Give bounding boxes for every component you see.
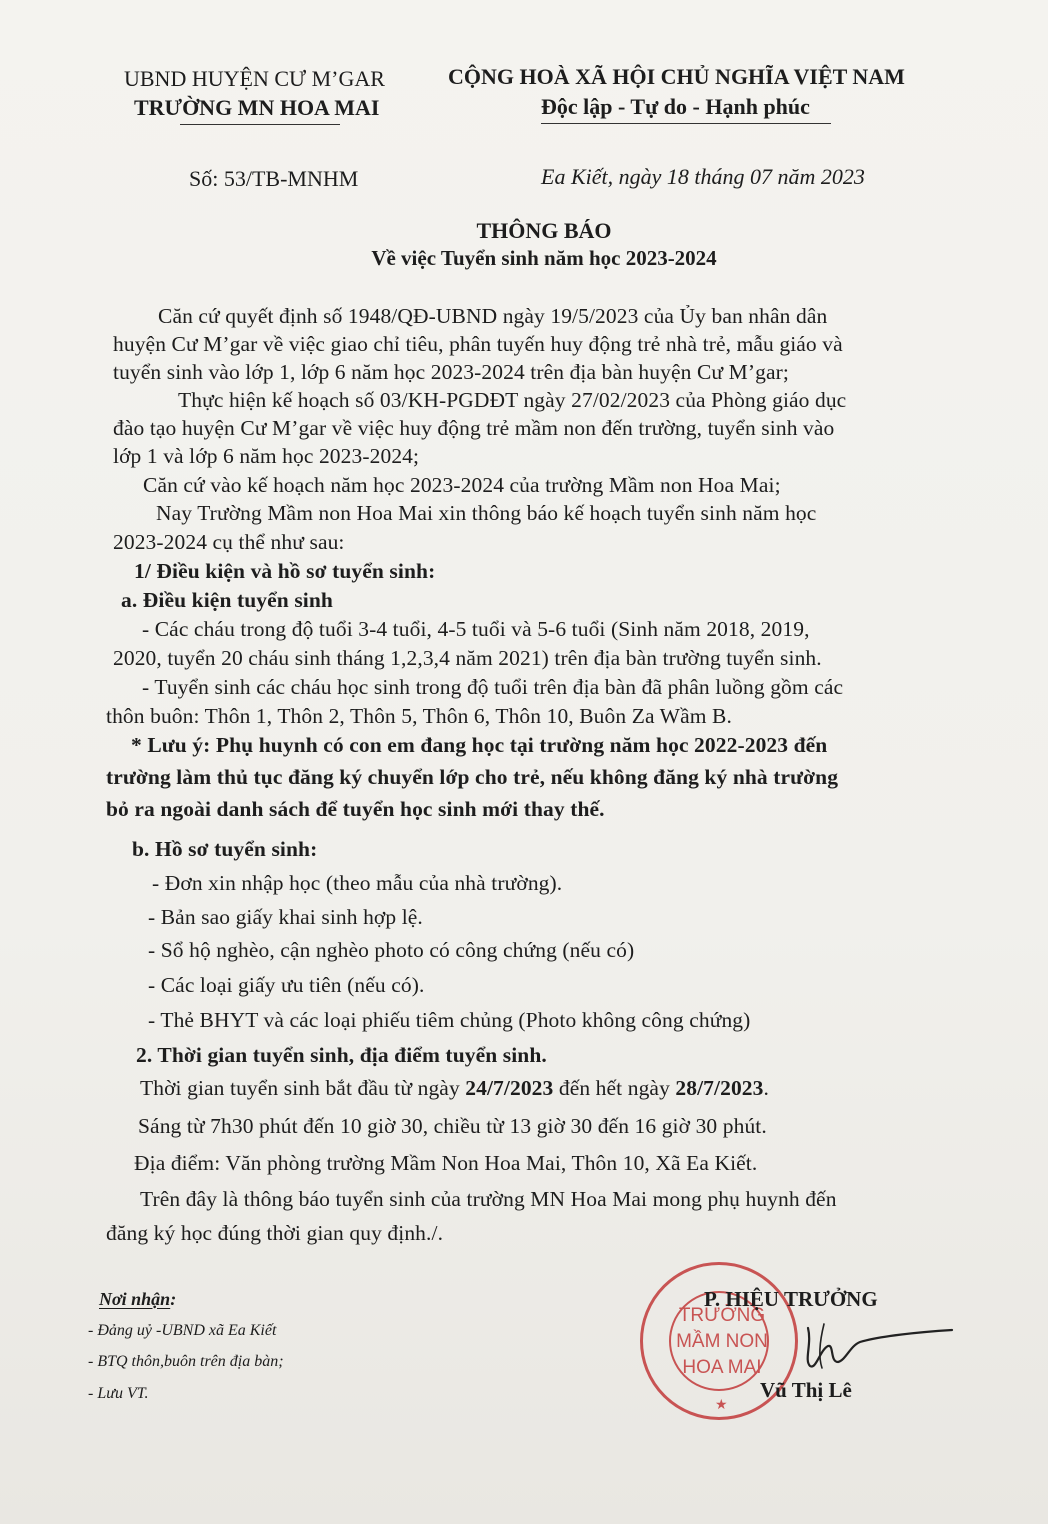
signer-role: P. HIỆU TRƯỞNG bbox=[704, 1287, 878, 1311]
national-motto: Độc lập - Tự do - Hạnh phúc bbox=[541, 94, 810, 119]
stamp-star-icon: ★ bbox=[715, 1398, 728, 1413]
body-line: tuyển sinh vào lớp 1, lớp 6 năm học 2023-2024 trên địa bàn huyện Cư M’gar; bbox=[113, 360, 789, 384]
document-title: THÔNG BÁO bbox=[476, 218, 612, 243]
national-motto-underline bbox=[541, 123, 831, 124]
body-line: lớp 1 và lớp 6 năm học 2023-2024; bbox=[113, 444, 420, 468]
body-line: đăng ký học đúng thời gian quy định./. bbox=[106, 1221, 444, 1245]
stamp-text-line: HOA MAI bbox=[682, 1357, 762, 1378]
school-name-underline bbox=[180, 124, 340, 125]
body-line: - Các cháu trong độ tuổi 3-4 tuổi, 4-5 tuổi và 5-6 tuổi (Sinh năm 2018, 2019, bbox=[142, 617, 810, 641]
authority-name: UBND HUYỆN CƯ M’GAR bbox=[124, 66, 385, 91]
time-end: 28/7/2023 bbox=[675, 1076, 764, 1100]
list-item: - Thẻ BHYT và các loại phiếu tiêm chủng (Photo không công chứng) bbox=[148, 1008, 751, 1032]
document-subtitle: Về việc Tuyển sinh năm học 2023-2024 bbox=[371, 246, 717, 270]
list-item: - Các loại giấy ưu tiên (nếu có). bbox=[148, 973, 425, 997]
body-line: Sáng từ 7h30 phút đến 10 giờ 30, chiều từ 13 giờ 30 đến 16 giờ 30 phút. bbox=[138, 1114, 767, 1138]
recipient-item: - Lưu VT. bbox=[88, 1385, 149, 1402]
body-line: 2020, tuyển 20 cháu sinh tháng 1,2,3,4 năm 2021) trên địa bàn trường tuyển sinh. bbox=[113, 646, 822, 670]
time-line-post: . bbox=[763, 1076, 769, 1100]
body-line: Địa điểm: Văn phòng trường Mầm Non Hoa Mai, Thôn 10, Xã Ea Kiết. bbox=[134, 1151, 758, 1175]
stamp-text-line: TRƯỜNG bbox=[678, 1305, 766, 1326]
body-line: 2023-2024 cụ thể như sau: bbox=[113, 530, 345, 554]
note-line: trường làm thủ tục đăng ký chuyển lớp cho trẻ, nếu không đăng ký nhà trường bbox=[106, 765, 839, 789]
recipients-heading-colon: : bbox=[170, 1289, 177, 1309]
note-line: bỏ ra ngoài danh sách để tuyển học sinh mới thay thế. bbox=[106, 797, 605, 821]
time-line-pre: Thời gian tuyển sinh bắt đầu từ ngày bbox=[140, 1076, 466, 1100]
recipient-item: - BTQ thôn,buôn trên địa bàn; bbox=[88, 1353, 284, 1370]
list-item: - Đơn xin nhập học (theo mẫu của nhà trường). bbox=[152, 871, 563, 895]
body-line: Căn cứ quyết định số 1948/QĐ-UBND ngày 19/5/2023 của Ủy ban nhân dân bbox=[158, 304, 828, 328]
handwritten-signature bbox=[780, 1310, 960, 1380]
time-line-mid: đến hết ngày bbox=[553, 1076, 676, 1100]
body-line: Căn cứ vào kế hoạch năm học 2023-2024 của trường Mầm non Hoa Mai; bbox=[143, 473, 781, 497]
stamp-text-line: MẦM NON bbox=[676, 1331, 768, 1352]
national-title: CỘNG HOÀ XÃ HỘI CHỦ NGHĨA VIỆT NAM bbox=[448, 64, 905, 89]
body-line: thôn buôn: Thôn 1, Thôn 2, Thôn 5, Thôn 6, Thôn 10, Buôn Za Wầm B. bbox=[106, 704, 732, 728]
body-line: đào tạo huyện Cư M’gar về việc huy động trẻ mầm non đến trường, tuyển sinh vào bbox=[113, 416, 835, 440]
list-item: - Sổ hộ nghèo, cận nghèo photo có công chứng (nếu có) bbox=[148, 938, 635, 962]
section-heading: 1/ Điều kiện và hồ sơ tuyển sinh: bbox=[134, 559, 436, 583]
time-start: 24/7/2023 bbox=[465, 1076, 554, 1100]
section-heading: 2. Thời gian tuyển sinh, địa điểm tuyển sinh. bbox=[136, 1043, 547, 1067]
recipients-heading-label: Nơi nhận bbox=[99, 1289, 171, 1309]
body-line: Thực hiện kế hoạch số 03/KH-PGDĐT ngày 27/02/2023 của Phòng giáo dục bbox=[178, 388, 847, 412]
note-line: * Lưu ý: Phụ huynh có con em đang học tại trường năm học 2022-2023 đến bbox=[131, 733, 828, 757]
signer-name: Vũ Thị Lê bbox=[760, 1378, 852, 1402]
body-line: - Tuyển sinh các cháu học sinh trong độ tuổi trên địa bàn đã phân luồng gồm các bbox=[142, 675, 844, 699]
body-line: huyện Cư M’gar về việc giao chỉ tiêu, phân tuyến huy động trẻ nhà trẻ, mẫu giáo và bbox=[113, 332, 843, 356]
recipient-item: - Đảng uỷ -UBND xã Ea Kiết bbox=[88, 1322, 277, 1339]
body-line: Nay Trường Mầm non Hoa Mai xin thông báo kế hoạch tuyển sinh năm học bbox=[156, 501, 817, 525]
school-name: TRƯỜNG MN HOA MAI bbox=[134, 95, 380, 120]
subsection-heading: b. Hồ sơ tuyển sinh: bbox=[132, 837, 318, 861]
place-date: Ea Kiết, ngày 18 tháng 07 năm 2023 bbox=[541, 164, 865, 189]
document-number: Số: 53/TB-MNHM bbox=[189, 166, 359, 191]
time-line bbox=[140, 1076, 769, 1101]
body-line: Trên đây là thông báo tuyển sinh của trường MN Hoa Mai mong phụ huynh đến bbox=[140, 1187, 837, 1211]
list-item: - Bản sao giấy khai sinh hợp lệ. bbox=[148, 905, 423, 929]
subsection-heading: a. Điều kiện tuyển sinh bbox=[121, 588, 333, 612]
recipients-heading bbox=[99, 1289, 176, 1310]
